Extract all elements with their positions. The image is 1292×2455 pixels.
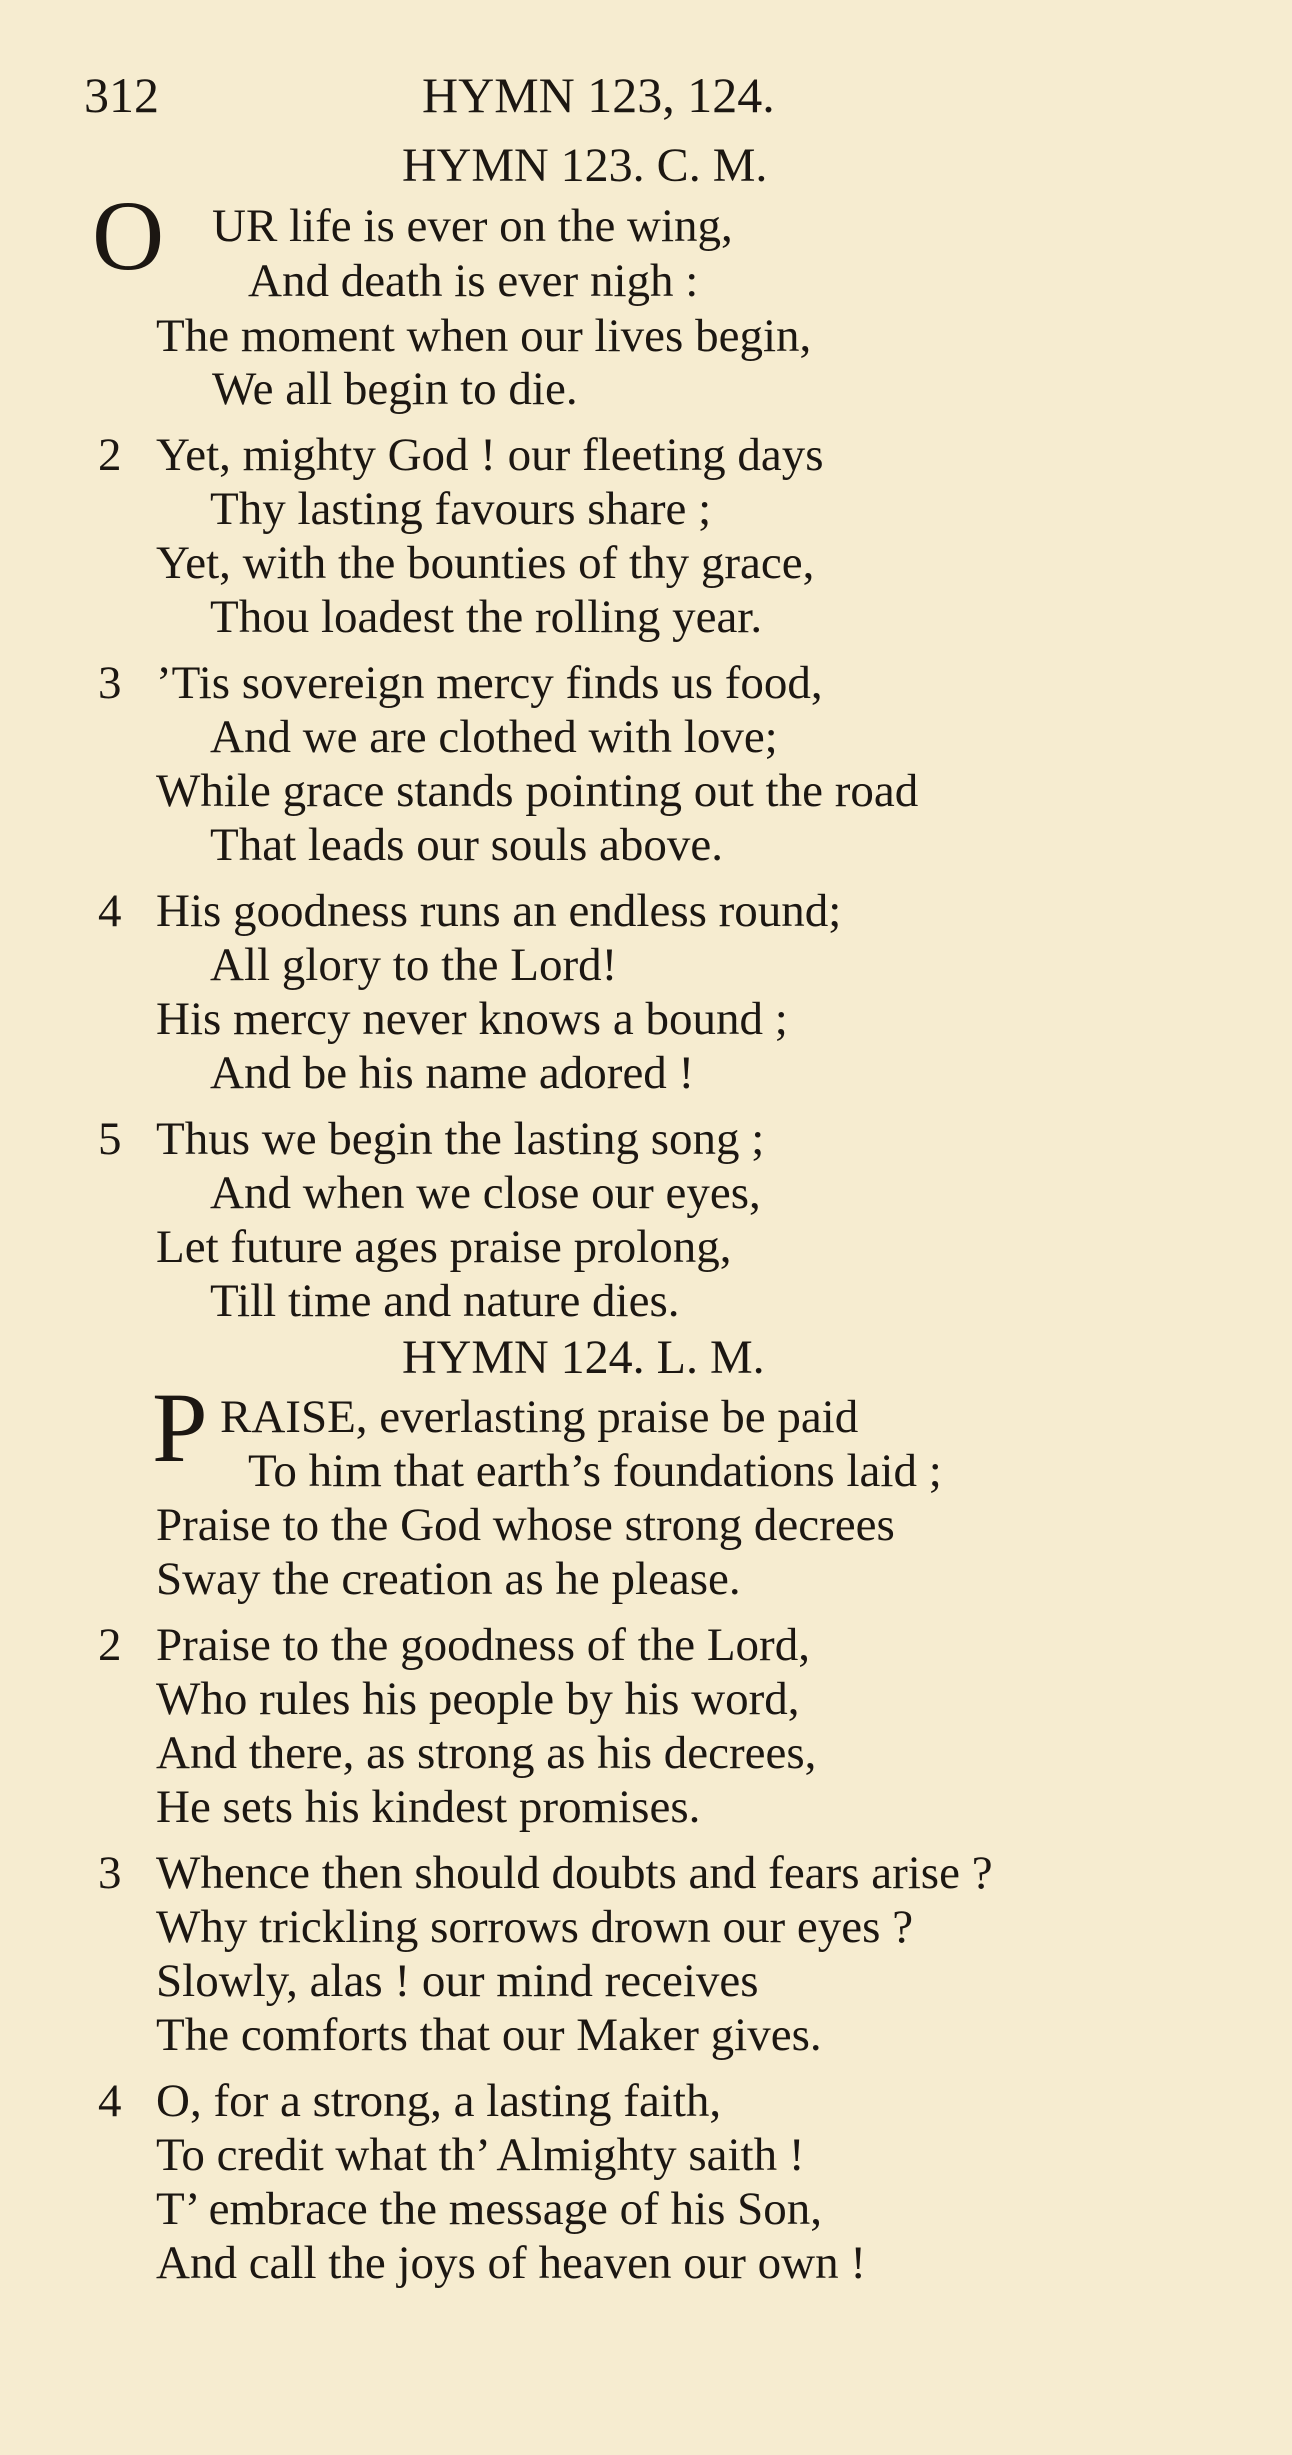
- verse-line: Sway the creation as he please.: [156, 1553, 741, 1605]
- verse-line: To credit what th’ Almighty saith !: [156, 2129, 805, 2181]
- verse-line: And we are clothed with love;: [210, 711, 778, 763]
- verse-line: And death is ever nigh :: [248, 255, 699, 307]
- verse-line: Thou loadest the rolling year.: [210, 591, 763, 643]
- verse-line: His goodness runs an endless round;: [156, 885, 842, 937]
- verse-line: UR life is ever on the wing,: [212, 200, 733, 252]
- verse-line: The comforts that our Maker gives.: [156, 2009, 822, 2061]
- verse-line: And be his name adored !: [210, 1047, 695, 1099]
- verse-line: He sets his kindest promises.: [156, 1781, 701, 1833]
- verse-line: While grace stands pointing out the road: [156, 765, 919, 817]
- page-number: 312: [84, 67, 159, 123]
- running-title: HYMN 123, 124.: [422, 67, 775, 123]
- verse-number: 3: [98, 657, 122, 709]
- verse-line: We all begin to die.: [212, 363, 578, 415]
- verse-line: Thus we begin the lasting song ;: [156, 1113, 765, 1165]
- verse-number: 4: [98, 2075, 122, 2127]
- verse-line: That leads our souls above.: [210, 819, 723, 871]
- verse-line: Praise to the goodness of the Lord,: [156, 1619, 810, 1671]
- verse-number: 4: [98, 885, 122, 937]
- verse-line: And call the joys of heaven our own !: [156, 2237, 867, 2289]
- verse-line: All glory to the Lord!: [210, 939, 618, 991]
- verse-line: ’Tis sovereign mercy finds us food,: [156, 657, 823, 709]
- verse-line: Let future ages praise prolong,: [156, 1221, 732, 1273]
- verse-number: 2: [98, 1619, 122, 1671]
- verse-line: Praise to the God whose strong decrees: [156, 1499, 895, 1551]
- verse-line: Whence then should doubts and fears arise ?: [156, 1847, 993, 1899]
- verse-line: And when we close our eyes,: [210, 1167, 761, 1219]
- verse-line: O, for a strong, a lasting faith,: [156, 2075, 722, 2127]
- verse-number: 3: [98, 1847, 122, 1899]
- verse-line: Thy lasting favours share ;: [210, 483, 712, 535]
- verse-line: To him that earth’s foundations laid ;: [248, 1445, 942, 1497]
- verse-line: The moment when our lives begin,: [156, 310, 812, 362]
- verse-line: Slowly, alas ! our mind receives: [156, 1955, 759, 2007]
- verse-line: T’ embrace the message of his Son,: [156, 2183, 823, 2235]
- drop-cap: P: [152, 1372, 208, 1483]
- verse-line: RAISE, everlasting praise be paid: [220, 1391, 859, 1443]
- verse-line: Why trickling sorrows drown our eyes ?: [156, 1901, 914, 1953]
- verse-line: Yet, mighty God ! our fleeting days: [156, 429, 824, 481]
- hymn-title: HYMN 123. C. M.: [402, 139, 768, 192]
- hymn-title: HYMN 124. L. M.: [402, 1331, 765, 1384]
- verse-line: Till time and nature dies.: [210, 1275, 680, 1327]
- verse-line: His mercy never knows a bound ;: [156, 993, 788, 1045]
- verse-line: Yet, with the bounties of thy grace,: [156, 537, 815, 589]
- verse-number: 2: [98, 429, 122, 481]
- drop-cap: O: [92, 180, 165, 291]
- verse-line: Who rules his people by his word,: [156, 1673, 800, 1725]
- verse-line: And there, as strong as his decrees,: [156, 1727, 817, 1779]
- verse-number: 5: [98, 1113, 122, 1165]
